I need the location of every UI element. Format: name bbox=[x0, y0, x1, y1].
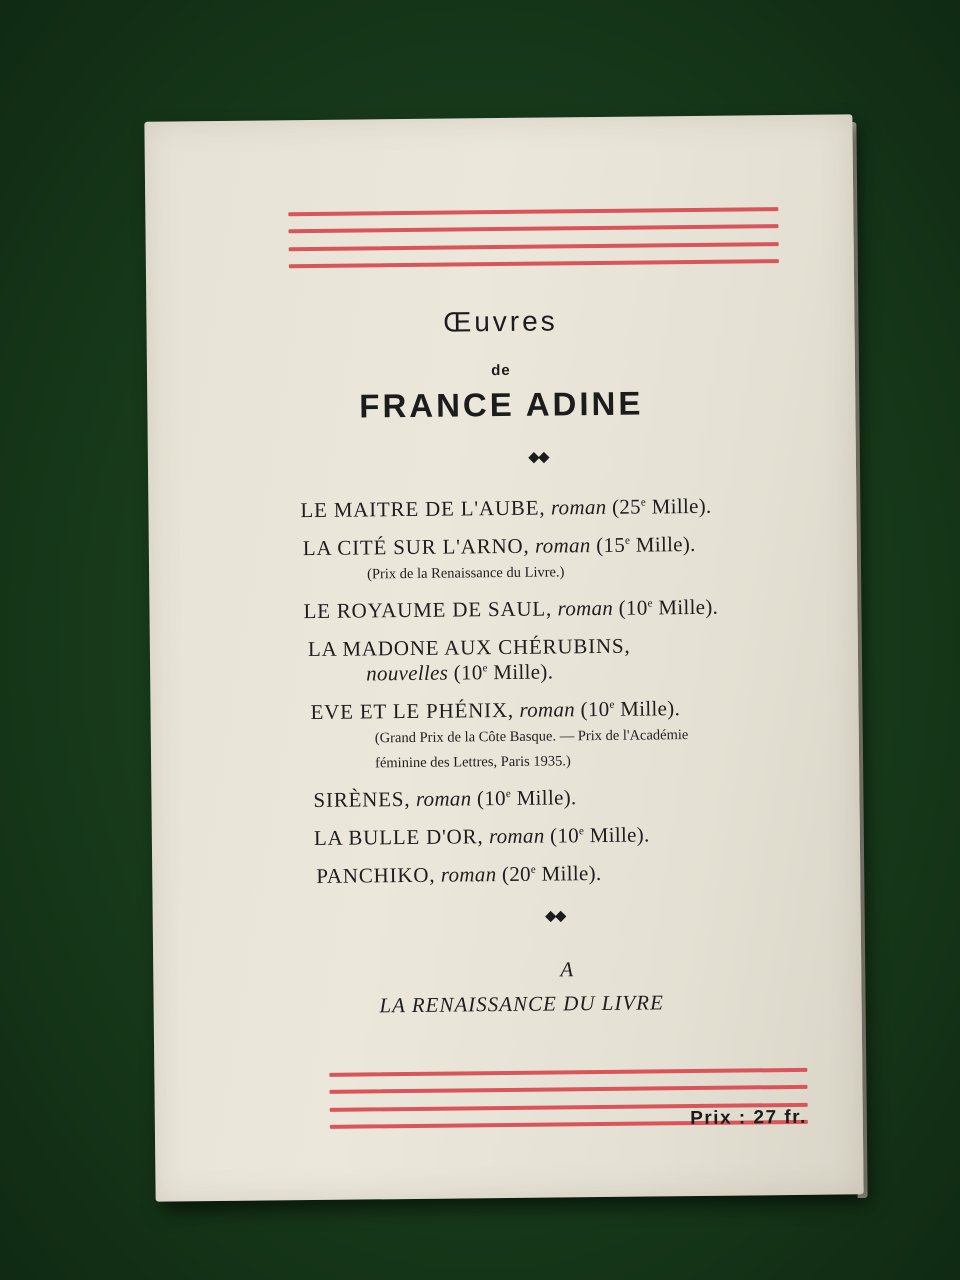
work-edition: (20e Mille). bbox=[496, 860, 602, 887]
work-edition: (10e Mille). bbox=[448, 659, 554, 685]
work-title: EVE ET LE PHÉNIX, bbox=[310, 697, 515, 725]
price-label: Prix : 27 fr. bbox=[690, 1106, 807, 1130]
work-line bbox=[303, 594, 821, 624]
author-name: FRANCE ADINE bbox=[359, 384, 644, 425]
work-item bbox=[316, 859, 824, 889]
work-title: SIRÈNES, bbox=[313, 786, 411, 813]
red-rule-line bbox=[289, 224, 779, 233]
work-genre: roman bbox=[488, 823, 545, 849]
work-title: LA BULLE D'OR, bbox=[313, 824, 484, 851]
work-edition: (10e Mille). bbox=[574, 696, 681, 722]
work-item bbox=[303, 531, 821, 586]
work-line-continued bbox=[308, 657, 822, 687]
work-title: LE MAITRE DE L'AUBE, bbox=[300, 495, 546, 523]
heading-de: de bbox=[491, 361, 511, 380]
work-edition: (10e Mille). bbox=[613, 594, 719, 620]
heading-oeuvres: Œuvres bbox=[443, 305, 558, 338]
work-genre: roman bbox=[557, 595, 614, 621]
work-prize-note: féminine des Lettres, Paris 1935.) bbox=[375, 753, 571, 772]
work-genre: roman bbox=[534, 533, 591, 558]
publisher-prefix: A bbox=[560, 957, 575, 982]
work-line bbox=[303, 531, 821, 561]
work-line bbox=[314, 821, 824, 851]
edition-superscript: e bbox=[482, 662, 488, 675]
work-edition: (25e Mille). bbox=[606, 493, 712, 519]
edition-superscript: e bbox=[624, 534, 631, 547]
top-red-rules bbox=[288, 207, 779, 268]
red-rule-line bbox=[330, 1085, 808, 1094]
work-genre: roman bbox=[519, 697, 576, 722]
work-item bbox=[314, 821, 824, 851]
work-prize-note: (Prix de la Renaissance du Livre.) bbox=[367, 564, 565, 583]
work-item bbox=[313, 783, 823, 813]
diamond-ornament-icon bbox=[530, 452, 552, 462]
edition-superscript: e bbox=[530, 863, 537, 876]
work-title: LE ROYAUME DE SAUL, bbox=[303, 596, 553, 624]
work-edition: (15e Mille). bbox=[590, 531, 696, 558]
edition-superscript: e bbox=[505, 787, 512, 800]
work-edition: (10e Mille). bbox=[471, 785, 577, 811]
work-item bbox=[300, 493, 820, 523]
work-title: LA CITÉ SUR L'ARNO, bbox=[302, 533, 530, 561]
red-rule-line bbox=[289, 242, 779, 251]
work-genre: nouvelles bbox=[366, 660, 449, 686]
book-back-cover bbox=[144, 114, 863, 1201]
work-line bbox=[316, 859, 824, 889]
red-rule-line bbox=[329, 1068, 807, 1077]
works-list bbox=[300, 493, 824, 902]
work-prize-note: (Grand Prix de la Côte Basque. — Prix de l'Académie bbox=[374, 727, 689, 747]
work-title: PANCHIKO, bbox=[316, 862, 436, 888]
diamond-ornament-icon bbox=[547, 911, 569, 921]
work-item bbox=[303, 594, 821, 624]
work-edition: (10e Mille). bbox=[544, 822, 650, 848]
red-rule-line bbox=[289, 259, 779, 268]
edition-superscript: e bbox=[609, 698, 615, 711]
work-genre: roman bbox=[550, 494, 607, 520]
edition-superscript: e bbox=[647, 597, 653, 610]
work-line bbox=[313, 783, 823, 813]
work-item bbox=[308, 632, 822, 687]
work-title: LA MADONE AUX CHÉRUBINS, bbox=[307, 633, 631, 662]
work-item bbox=[310, 695, 823, 775]
work-line bbox=[300, 493, 820, 523]
publisher-name: LA RENAISSANCE DU LIVRE bbox=[379, 990, 664, 1018]
work-genre: roman bbox=[415, 786, 472, 811]
work-genre: roman bbox=[440, 862, 497, 887]
work-line bbox=[310, 695, 822, 725]
edition-superscript: e bbox=[640, 496, 647, 509]
edition-superscript: e bbox=[578, 825, 585, 838]
red-rule-line bbox=[288, 207, 778, 216]
